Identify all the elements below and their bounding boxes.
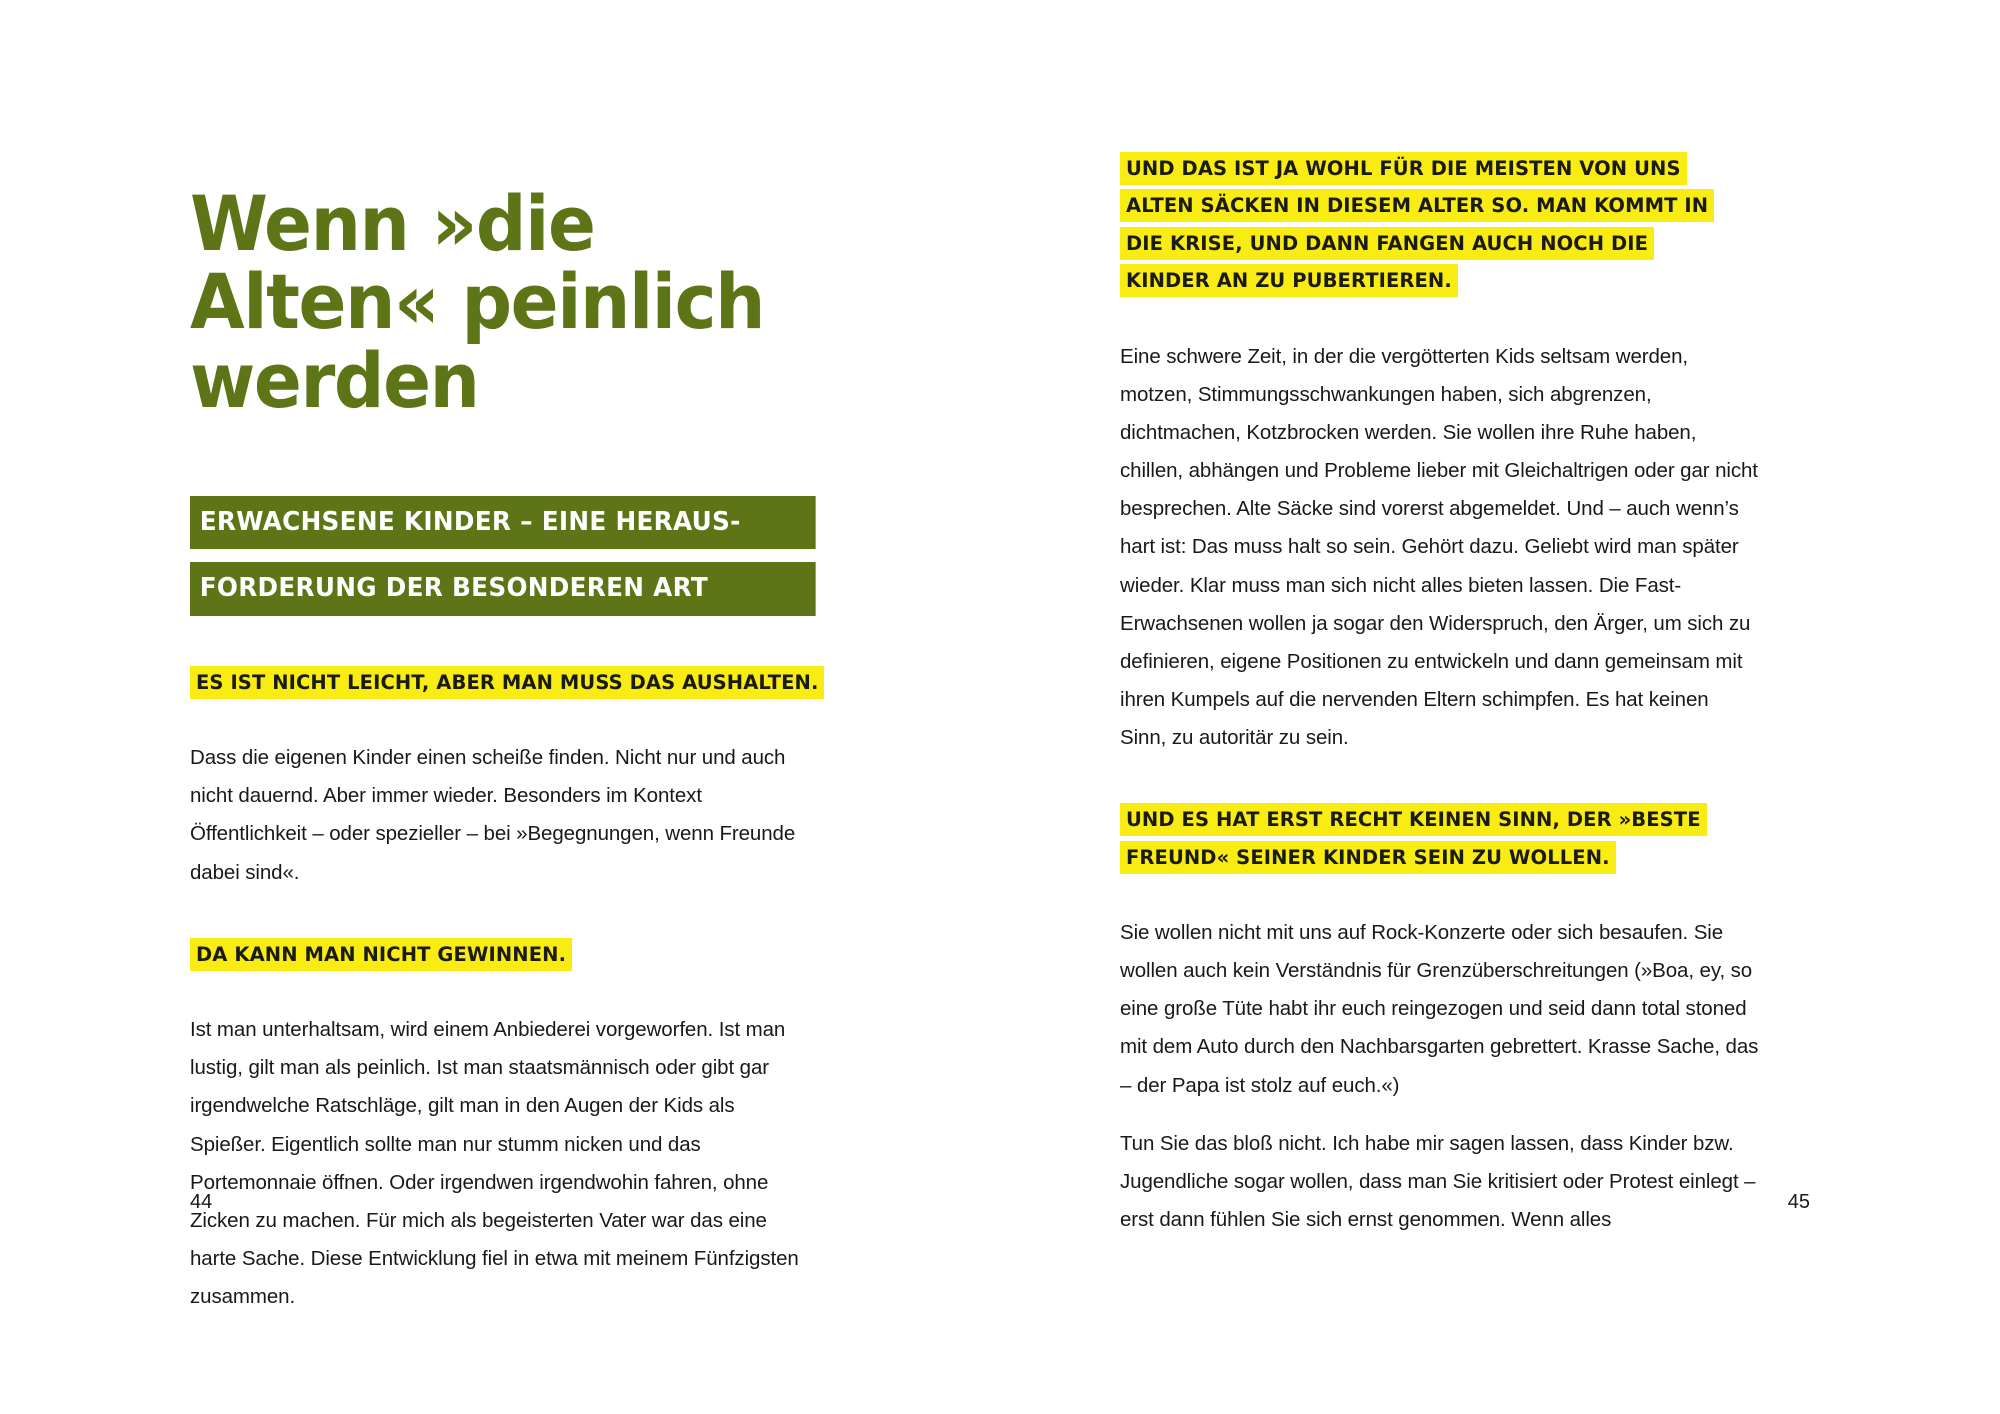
highlight-block-right-1 [1120, 150, 1720, 300]
right-page [1000, 0, 2000, 1414]
highlight-block-left-2 [190, 936, 830, 973]
page-number-left: 44 [190, 1191, 213, 1213]
chapter-subtitle-line-2: FORDERUNG DER BESONDEREN ART [190, 562, 816, 616]
highlight-text: DA KANN MAN NICHT GEWINNEN. [190, 938, 572, 971]
paragraph-right-2: Sie wollen nicht mit uns auf Rock-Konzerte oder sich besaufen. Sie wollen auch kein Verständnis für Grenzüberschreitungen (»Boa, ey, so eine große Tüte habt ihr euch reingezogen und seid dann total stoned mit dem Auto durch den Nachbarsgarten gebrettert. Krasse Sache, das – der Papa ist stolz auf euch.«) [1120, 921, 1759, 1097]
paragraph-left-2: Ist man unterhaltsam, wird einem Anbiederei vorgeworfen. Ist man lustig, gilt man als peinlich. Ist man staatsmännisch oder gibt gar irgendwelche Ratschläge, gilt man in den Augen der Kids als Spießer. Eigentlich sollte man nur stumm nicken und das Portemonnaie öffnen. Oder irgendwen irgendwohin fahren, ohne Zicken zu machen. Für mich als begeisterten Vater war das eine harte Sache. Diese Entwicklung fiel in etwa mit meinem Fünfzigsten zusammen. [190, 1018, 799, 1309]
highlight-text: UND DAS IST JA WOHL FÜR DIE MEISTEN VON UNS ALTEN SÄCKEN IN DIESEM ALTER SO. MAN KOMMT IN DIE KRISE, UND DANN FANGEN AUCH NOCH DIE KINDER AN ZU PUBERTIEREN. [1120, 152, 1714, 297]
highlight-text: UND ES HAT ERST RECHT KEINEN SINN, DER »BESTE FREUND« SEINER KINDER SEIN ZU WOLLEN. [1120, 803, 1707, 873]
paragraph-right-3: Tun Sie das bloß nicht. Ich habe mir sagen lassen, dass Kinder bzw. Jugendliche sogar wollen, dass man Sie kritisiert oder Protest einlegt – erst dann fühlen Sie sich ernst genommen. Wenn alles [1120, 1132, 1756, 1232]
paragraph-left-1: Dass die eigenen Kinder einen scheiße finden. Nicht nur und auch nicht dauernd. Aber immer wieder. Besonders im Kontext Öffentlichkeit – oder spezieller – bei »Begegnungen, wenn Freunde dabei sind«. [190, 746, 796, 884]
chapter-subtitle-line-1: ERWACHSENE KINDER – EINE HERAUS- [190, 496, 816, 550]
page-number-right: 45 [1787, 1191, 1810, 1213]
highlight-block-right-2 [1120, 801, 1720, 876]
highlight-block-left-1 [190, 664, 830, 701]
chapter-subtitle [190, 496, 880, 616]
chapter-headline: Wenn »die Alten« peinlich werden [190, 179, 765, 425]
paragraph-right-1: Eine schwere Zeit, in der die vergötterten Kids seltsam werden, motzen, Stimmungsschwankungen haben, sich abgrenzen, dichtmachen, Kotzbrocken werden. Sie wollen ihre Ruhe haben, chillen, abhängen und Probleme lieber mit Gleichaltrigen oder gar nicht besprechen. Alte Säcke sind vorerst abgemeldet. Und – auch wenn’s hart ist: Das muss halt so sein. Gehört dazu. Geliebt wird man später wieder. Klar muss man sich nicht alles bieten lassen. Die Fast-Erwachsenen wollen ja sogar den Widerspruch, den Ärger, um sich zu definieren, eigene Positionen zu entwickeln und dann gemeinsam mit ihren Kumpels auf die nervenden Eltern schimpfen. Es hat keinen Sinn, zu autoritär zu sein. [1120, 344, 1758, 749]
highlight-text: ES IST NICHT LEICHT, ABER MAN MUSS DAS AUSHALTEN. [190, 666, 824, 699]
